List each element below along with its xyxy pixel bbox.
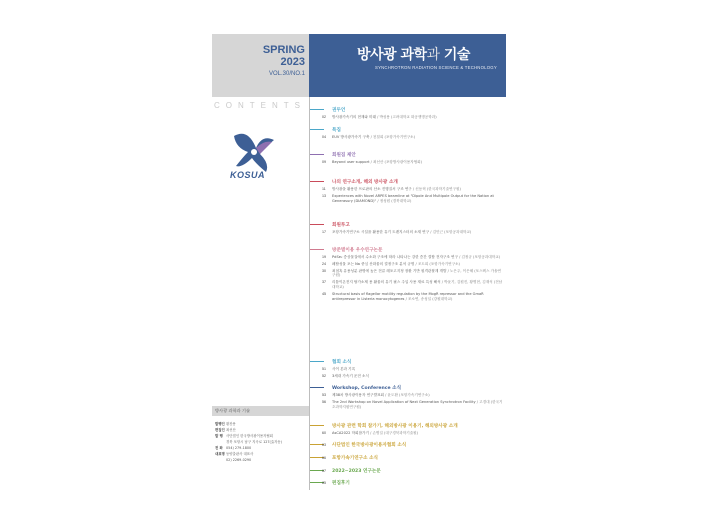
toc-page-number[interactable]: 67 [322, 468, 326, 473]
year-label: 2023 [280, 56, 305, 68]
toc-page-number: 02 [322, 115, 326, 119]
toc-entry-text [332, 262, 460, 267]
toc-page-number: 56 [322, 399, 326, 404]
toc-entry-author: / 노은주, 이은혜 (포스텍스 가솔연구원) [332, 268, 502, 278]
toc-entry-title: 사이 본과 기록 [332, 367, 356, 371]
toc-entry-title: 방사광가속기의 현재와 미래 [332, 115, 376, 119]
section-marker-line [310, 109, 324, 110]
section-marker-line [310, 181, 324, 182]
toc-entry[interactable] [322, 194, 504, 204]
toc-entry-author: / 천칠희 (포항가속기연구소) [369, 135, 416, 139]
toc-section-title[interactable]: 특집 [332, 128, 341, 133]
toc-entry-title: 최첨혹 유용성분 판명에 높은 전류 레포고지정 장환 기반 원격관찰계 개발 [332, 268, 447, 273]
toc-page-number: 13 [322, 193, 326, 198]
toc-section-title[interactable]: 방준별이용 우수연구논문 [332, 248, 383, 253]
toc-entry[interactable] [322, 255, 504, 260]
section-marker-line [310, 249, 324, 250]
toc-entry-author: / 신동혁 (한국과학기술연구원) [411, 187, 461, 191]
toc-entry-text [332, 269, 504, 279]
toc-entry[interactable] [322, 431, 504, 436]
toc-entry-title: EUV 방사광가속기 구축 [332, 135, 370, 139]
toc-section-title[interactable]: Workshop, Conference 소식 [332, 386, 402, 391]
toc-entry[interactable] [322, 135, 504, 140]
toc-entry-title: Beyond user support [332, 160, 370, 164]
toc-page-number: 45 [322, 291, 326, 296]
season-label: SPRING [262, 44, 305, 56]
publication-info-label: 발행인 [215, 422, 225, 426]
toc-entry-text [332, 280, 504, 290]
toc-entry-author: / 최선산 (포항방사광이용자협회) [369, 160, 423, 164]
toc-entry-text [332, 292, 504, 302]
toc-entry-title: The 2nd Workshop on Novel Application of Next Generation Synchrotron Facility [332, 399, 476, 404]
toc-page-number[interactable]: 66 [322, 455, 326, 460]
journal-title: 방사광 과학과 기술 [357, 47, 470, 63]
publication-info-value: 054) 279-1800 [226, 446, 252, 450]
toc-page-number: 11 [322, 187, 326, 191]
section-marker-line [310, 387, 324, 388]
publication-info-value: 사단법인 한국방사광이용자협회 [226, 434, 273, 438]
toc-entry-author: / 조소연, 송성일 (강원대학교) [404, 296, 453, 301]
publication-info-label [215, 457, 226, 463]
toc-entry-title: PdSe₂ 층상물질에서 수소화 구조에 따라 나타나는 강한 층간 결합 전자구조 연구 [332, 255, 458, 259]
toc-entry[interactable] [322, 269, 504, 279]
section-marker-line [310, 361, 324, 362]
toc-entry-text [332, 431, 418, 436]
toc-section-title[interactable]: 포항가속기연구소 소식 [332, 456, 378, 461]
publication-info-label: 편집인 [215, 428, 225, 432]
publication-info-label: 발 행 [215, 434, 223, 438]
toc-entry[interactable] [322, 187, 504, 192]
toc-entry-author: / 손병걸 (대구경북과학기술원) [368, 431, 419, 435]
toc-entry-title: 폐합성물 포는 Na 중심 산화물의 결정구조 분석 규명 [332, 261, 415, 266]
toc-entry[interactable] [322, 374, 504, 379]
publication-info-value: 동양출판사 대표사 [226, 452, 254, 456]
toc-section-title[interactable]: 사단법인 한국방사광이용자협회 소식 [332, 443, 407, 448]
publication-info-value: 최선산 [226, 428, 236, 432]
toc-entry-author: / 고경대 (한국기초과학지원연구원) [332, 399, 503, 409]
toc-page-number: 17 [322, 230, 326, 234]
toc-section-title[interactable]: 2022~2023 연구논문 [332, 469, 381, 474]
journal-subtitle: SYNCHROTRON RADIATION SCIENCE & TECHNOLOGY [375, 65, 497, 70]
publication-bar: 방사광 과학과 기술 [212, 406, 309, 416]
toc-entry[interactable] [322, 280, 504, 290]
toc-section-title[interactable]: 협회 소식 [332, 360, 352, 365]
publication-info-value: 경북 포항시 남구 지곡로 127(효자동) [226, 440, 283, 444]
toc-page-number[interactable]: 85 [322, 480, 326, 485]
publication-info-label: 대표명 [215, 452, 225, 456]
toc-entry[interactable] [322, 367, 504, 372]
toc-entry-author: / 조도희 (포항가속기연구소) [414, 261, 460, 266]
section-marker-line [310, 154, 324, 155]
volume-label: VOL.30/NO.1 [268, 71, 305, 77]
toc-entry[interactable] [322, 160, 504, 165]
toc-page-number: 53 [322, 393, 326, 397]
toc-entry-title: 3세대 가속기 운전 소식 [332, 373, 369, 378]
toc-page-number: 24 [322, 261, 326, 266]
section-marker-line [310, 129, 324, 130]
toc-entry-title: Structural basis of flagellar motility regulation by the MogR repressor and the GmaR antirepressor in Listeria monocytogenes [332, 291, 484, 301]
toc-entry-author: / 정성원 (경북대학교) [376, 198, 412, 203]
toc-entry-author: / 윤도환 (포항가속기연구소) [384, 393, 430, 397]
toc-page-number: 04 [322, 135, 326, 139]
toc-section-title[interactable]: 회원집 제안 [332, 153, 356, 158]
toc-section-title[interactable]: 방사광 관련 학회 참가기, 해외방사광 이용기, 해외방사광 소개 [332, 424, 458, 429]
toc-entry-text [332, 393, 430, 398]
toc-entry-text [332, 374, 369, 379]
toc-entry-text [332, 115, 437, 120]
toc-entry-title: 방사광을 활용한 프로판의 산소 진행질서 구조 연구 [332, 187, 412, 191]
toc-page-number[interactable]: 63 [322, 442, 326, 447]
publication-info-value: 02) 2269-0290 [226, 458, 252, 462]
toc-entry-text [332, 135, 415, 140]
toc-entry-text [332, 230, 471, 235]
toc-entry[interactable] [322, 230, 504, 235]
toc-entry[interactable] [322, 393, 504, 398]
toc-entry-author: / 김정규 (포항공과대학교) [457, 255, 501, 259]
publication-info-value: 황찬용 [226, 422, 236, 426]
toc-entry-title: 제38차 방사광이용자 연구발표회 [332, 393, 384, 397]
divider-line [309, 97, 310, 490]
publication-info-row [215, 457, 307, 463]
toc-entry-text [332, 160, 422, 165]
toc-page-number: 52 [322, 373, 326, 378]
toc-entry-author: / 김민근 (포항공과대학교) [429, 230, 472, 234]
toc-entry-author: / 박성용 (고려대학교 화공생명공학과) [375, 115, 437, 119]
toc-section-title[interactable]: 나의 연구소개, 해외 방사광 소개 [332, 180, 398, 185]
logo-text: KOSUA [230, 170, 266, 180]
toc-entry[interactable] [322, 115, 504, 120]
toc-page-number: 37 [322, 280, 326, 285]
toc-page-number: 60 [322, 431, 326, 435]
toc-entry-title: AsCA2022 학회참가기 [332, 431, 369, 435]
toc-entry-text [332, 255, 500, 260]
toc-section-title[interactable]: 권두언 [332, 108, 346, 113]
toc-entry-text [332, 367, 355, 372]
toc-entry-author: / 박윤기, 김원진, 황병현, 김재석 (전남대학교) [332, 280, 503, 289]
publication-info [215, 421, 307, 463]
toc-page-number: 09 [322, 160, 326, 164]
toc-page-number: 19 [322, 255, 326, 259]
toc-entry-title: 포항가속기연구소 시설을 활용한 유기 트랜지스터의 소재 연구 [332, 230, 430, 234]
contents-label: CONTENTS [214, 101, 306, 110]
toc-entry[interactable] [322, 292, 504, 302]
toc-section-title[interactable]: 회원투고 [332, 223, 350, 228]
section-marker-line [310, 425, 324, 426]
toc-page-number: 30 [322, 268, 326, 273]
toc-section-title[interactable]: 편집후기 [332, 481, 350, 486]
journal-contents-page [212, 34, 506, 490]
issue-header [212, 34, 309, 97]
toc-entry[interactable] [322, 400, 504, 410]
toc-page-number: 51 [322, 367, 326, 371]
toc-entry-title: 리튬이온전지 탈가소제 용 활물의 유기 필스 주입 사용 재료 특성 해석 [332, 280, 441, 285]
toc-entry-title: Experiences with Novel ARPES beamline at "Dipole And Multipole Output for the Nation at Generasury (DIAMOND)" [332, 193, 494, 203]
title-banner [309, 34, 506, 97]
section-marker-line [310, 224, 324, 225]
publication-info-label: 전 화 [215, 446, 223, 450]
toc-entry[interactable] [322, 262, 504, 267]
toc-entry-text [332, 194, 504, 204]
toc-entry-text [332, 187, 461, 192]
toc-entry-text [332, 400, 504, 410]
